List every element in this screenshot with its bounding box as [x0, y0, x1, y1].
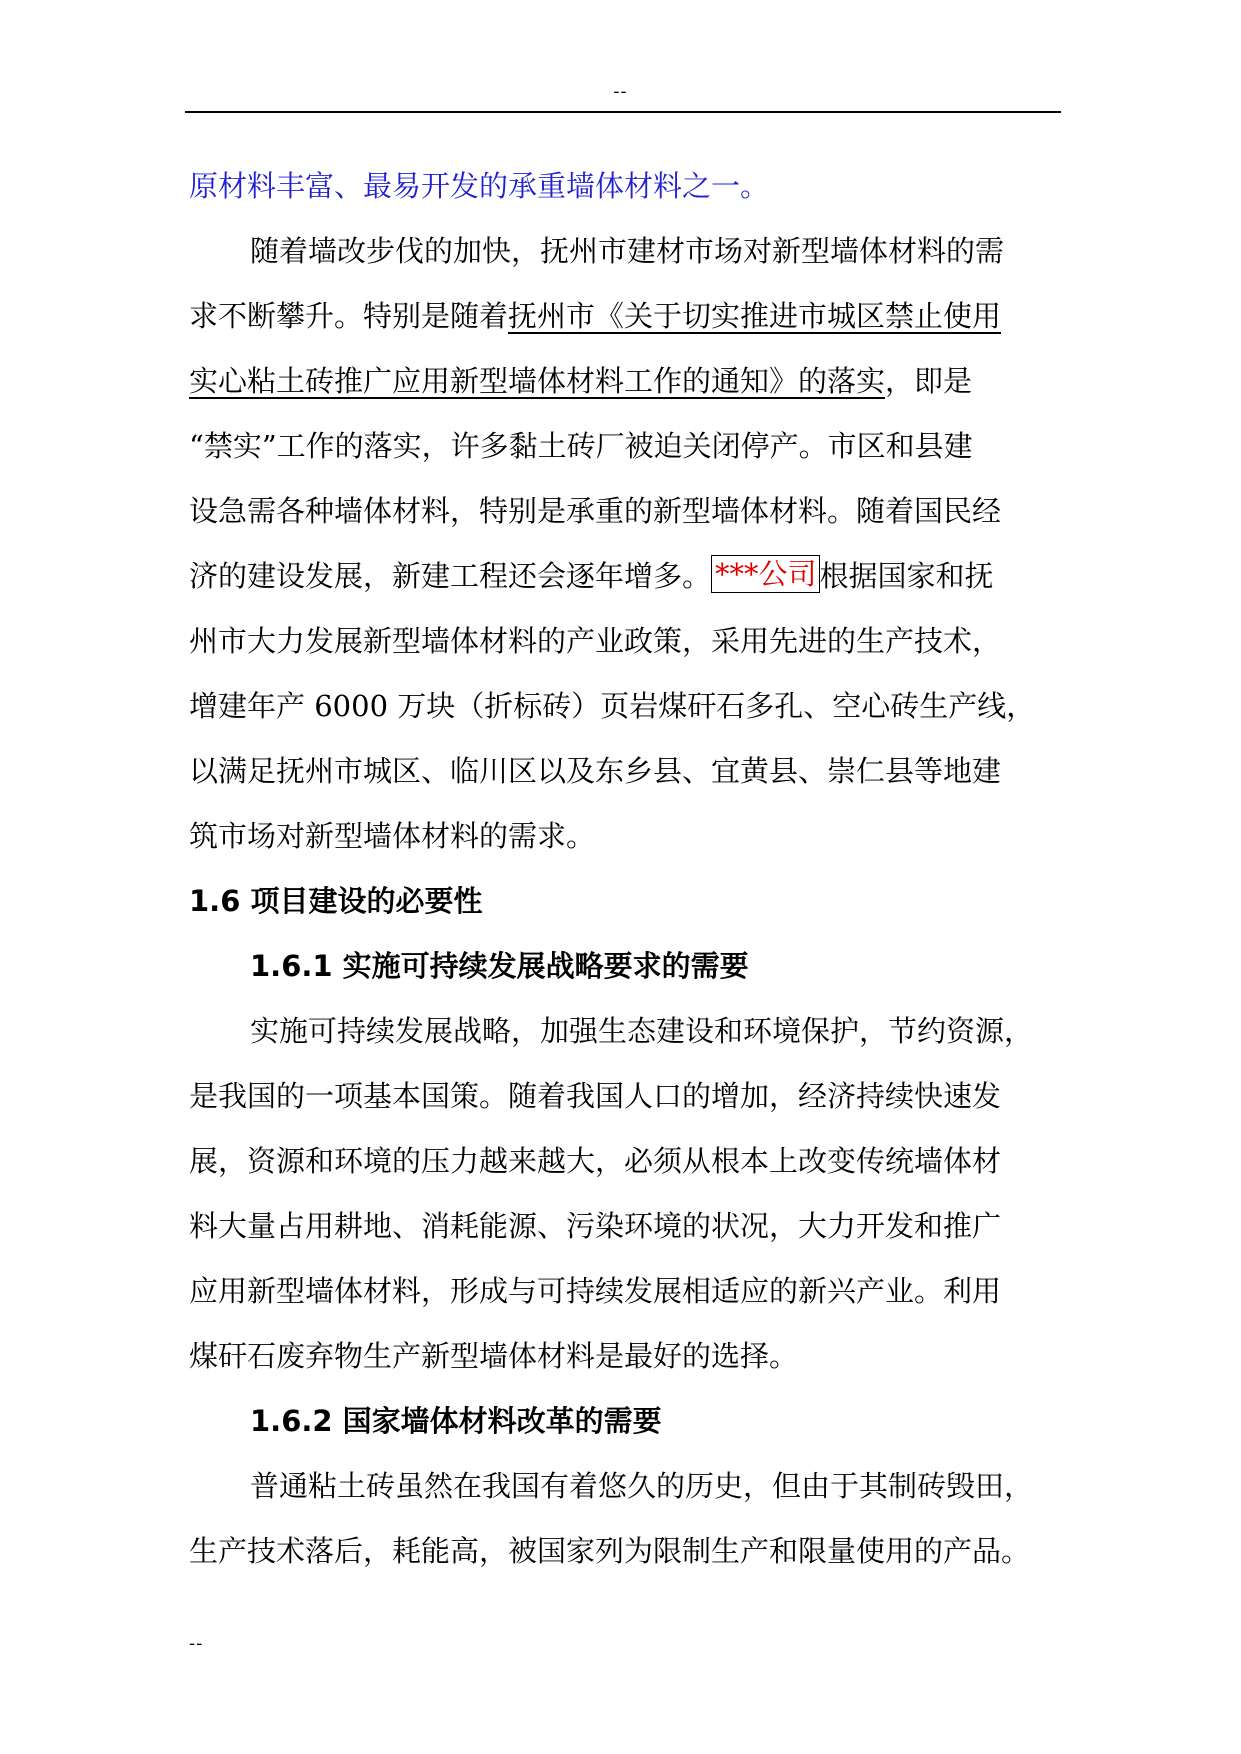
paragraph-line	[189, 544, 1059, 609]
paragraph-line: 增建年产 6000 万块（折标砖）页岩煤矸石多孔、空心砖生产线，	[189, 689, 1036, 723]
paragraph-line: 是我国的一项基本国策。随着我国人口的增加，经济持续快速发	[189, 1079, 1002, 1113]
text-segment: ，即是	[885, 364, 973, 398]
paragraph-line: 筑市场对新型墙体材料的需求。	[189, 819, 596, 853]
paragraph-line: 应用新型墙体材料，形成与可持续发展相适应的新兴产业。利用	[189, 1274, 1002, 1308]
underlined-notice-title: 实心粘土砖推广应用新型墙体材料工作的通知》的落实	[189, 364, 886, 398]
text-segment: 根据国家和抚	[819, 559, 994, 593]
paragraph-line: 生产技术落后，耗能高，被国家列为限制生产和限量使用的产品。	[189, 1534, 1031, 1568]
subsection-heading: 1.6.1 实施可持续发展战略要求的需要	[250, 949, 749, 983]
underlined-notice-title: 抚州市《关于切实推进市城区禁止使用	[508, 299, 1002, 333]
paragraph-line: 随着墙改步伐的加快，抚州市建材市场对新型墙体材料的需	[250, 234, 1005, 268]
page-footer-mark: --	[189, 1633, 204, 1654]
paragraph-line: 原材料丰富、最易开发的承重墙体材料之一。	[189, 169, 770, 203]
paragraph-line: 以满足抚州市城区、临川区以及东乡县、宜黄县、崇仁县等地建	[189, 754, 1002, 788]
text-segment: 求不断攀升。特别是随着	[189, 299, 509, 333]
paragraph-line: “禁实”工作的落实，许多黏土砖厂被迫关闭停产。市区和县建	[189, 429, 973, 463]
paragraph-line: 展，资源和环境的压力越来越大，必须从根本上改变传统墙体材	[189, 1144, 1002, 1178]
section-heading: 1.6 项目建设的必要性	[189, 884, 483, 918]
paragraph-line: 设急需各种墙体材料，特别是承重的新型墙体材料。随着国民经	[189, 494, 1002, 528]
text-segment: 济的建设发展，新建工程还会逐年增多。	[189, 559, 712, 593]
paragraph-line: 普通粘土砖虽然在我国有着悠久的历史，但由于其制砖毁田，	[250, 1469, 1034, 1503]
paragraph-line	[189, 284, 1059, 349]
paragraph-line: 煤矸石废弃物生产新型墙体材料是最好的选择。	[189, 1339, 799, 1373]
header-rule	[185, 111, 1061, 113]
paragraph-line: 实施可持续发展战略，加强生态建设和环境保护，节约资源，	[250, 1014, 1034, 1048]
page-header-mark: --	[613, 81, 628, 102]
paragraph-line: 料大量占用耕地、消耗能源、污染环境的状况，大力开发和推广	[189, 1209, 1002, 1243]
paragraph-line: 州市大力发展新型墙体材料的产业政策，采用先进的生产技术，	[189, 624, 1002, 658]
paragraph-line	[189, 349, 1059, 414]
subsection-heading: 1.6.2 国家墙体材料改革的需要	[250, 1404, 662, 1438]
company-placeholder-box: ***公司	[711, 555, 820, 593]
document-body	[189, 154, 1059, 1584]
